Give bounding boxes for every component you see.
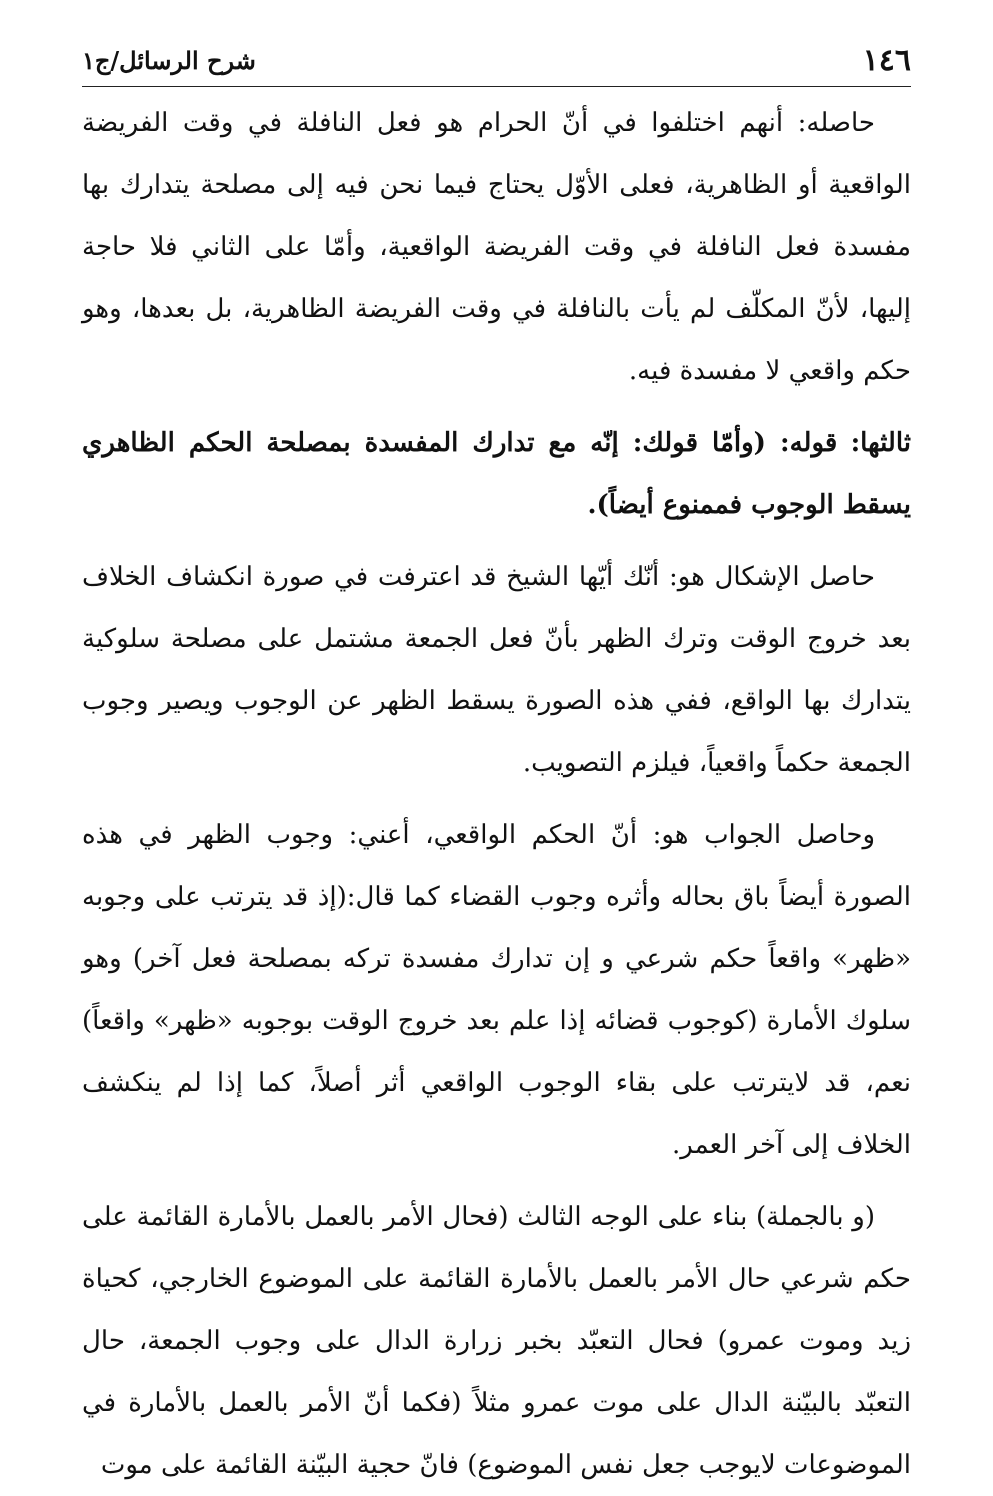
paragraph-text: حاصل الإشكال هو: أنّك أيّها الشيخ قد اعترفت في صورة انكشاف الخلاف بعد خروج الوقت وترك الظهر بأنّ فعل الجمعة مشتمل على مصلحة سلوكية يتدارك بها الواقع، ففي هذه الصورة يسقط الظهر عن الوجوب ويصير وجوب الجمعة حكماً واقعياً، فيلزم التصويب.	[82, 562, 911, 778]
paragraph-summary	[82, 92, 911, 402]
paragraph-text: (و بالجملة) بناء على الوجه الثالث (فحال الأمر بالعمل بالأمارة القائمة على حكم شرعي حال الأمر بالعمل بالأمارة القائمة على الموضوع الخارجي، كحياة زيد وموت عمرو) فحال التعبّد بخبر زرارة الدال على وجوب الجمعة، حال التعبّد بالبيّنة الدال على موت عمرو مثلاً (فكما أنّ الأمر بالعمل بالأمارة في الموضوعات لايوجب جعل نفس الموضوع) فانّ حجية البيّنة القائمة على موت	[82, 1202, 911, 1480]
page-number: ١٤٦	[862, 42, 911, 78]
paragraph-conclusion	[82, 1186, 911, 1496]
book-title: شرح الرسائل/ج١	[82, 45, 256, 75]
running-header	[82, 38, 911, 82]
paragraph-third-point	[82, 412, 911, 536]
paragraph-text: حاصله: أنهم اختلفوا في أنّ الحرام هو فعل النافلة في وقت الفريضة الواقعية أو الظاهرية، فعلى الأوّل يحتاج فيما نحن فيه إلى مصلحة يتدارك بها مفسدة فعل النافلة في وقت الفريضة الواقعية، وأمّا على الثاني فلا حاجة إليها، لأنّ المكلّف لم يأت بالنافلة في وقت الفريضة الظاهرية، بل بعدها، وهو حكم واقعي لا مفسدة فيه.	[82, 108, 911, 386]
paragraph-answer	[82, 804, 911, 1176]
paragraph-text: قوله: (وأمّا قولك: إنّه مع تدارك المفسدة بمصلحة الحكم الظاهري يسقط الوجوب فممنوع أيضاً).	[82, 428, 911, 520]
body-text	[82, 92, 911, 1496]
paragraph-label: ثالثها:	[850, 428, 911, 458]
paragraph-problem	[82, 546, 911, 794]
paragraph-text: وحاصل الجواب هو: أنّ الحكم الواقعي، أعني: وجوب الظهر في هذه الصورة أيضاً باق بحاله وأثره وجوب القضاء كما قال:(إذ قد يترتب على وجوبه «ظهر» واقعاً حكم شرعي و إن تدارك مفسدة تركه بمصلحة فعل آخر) وهو سلوك الأمارة (كوجوب قضائه إذا علم بعد خروج الوقت بوجوبه «ظهر» واقعاً) نعم، قد لايترتب على بقاء الوجوب الواقعي أثر أصلاً، كما إذا لم ينكشف الخلاف إلى آخر العمر.	[82, 820, 911, 1160]
header-divider	[82, 86, 911, 87]
